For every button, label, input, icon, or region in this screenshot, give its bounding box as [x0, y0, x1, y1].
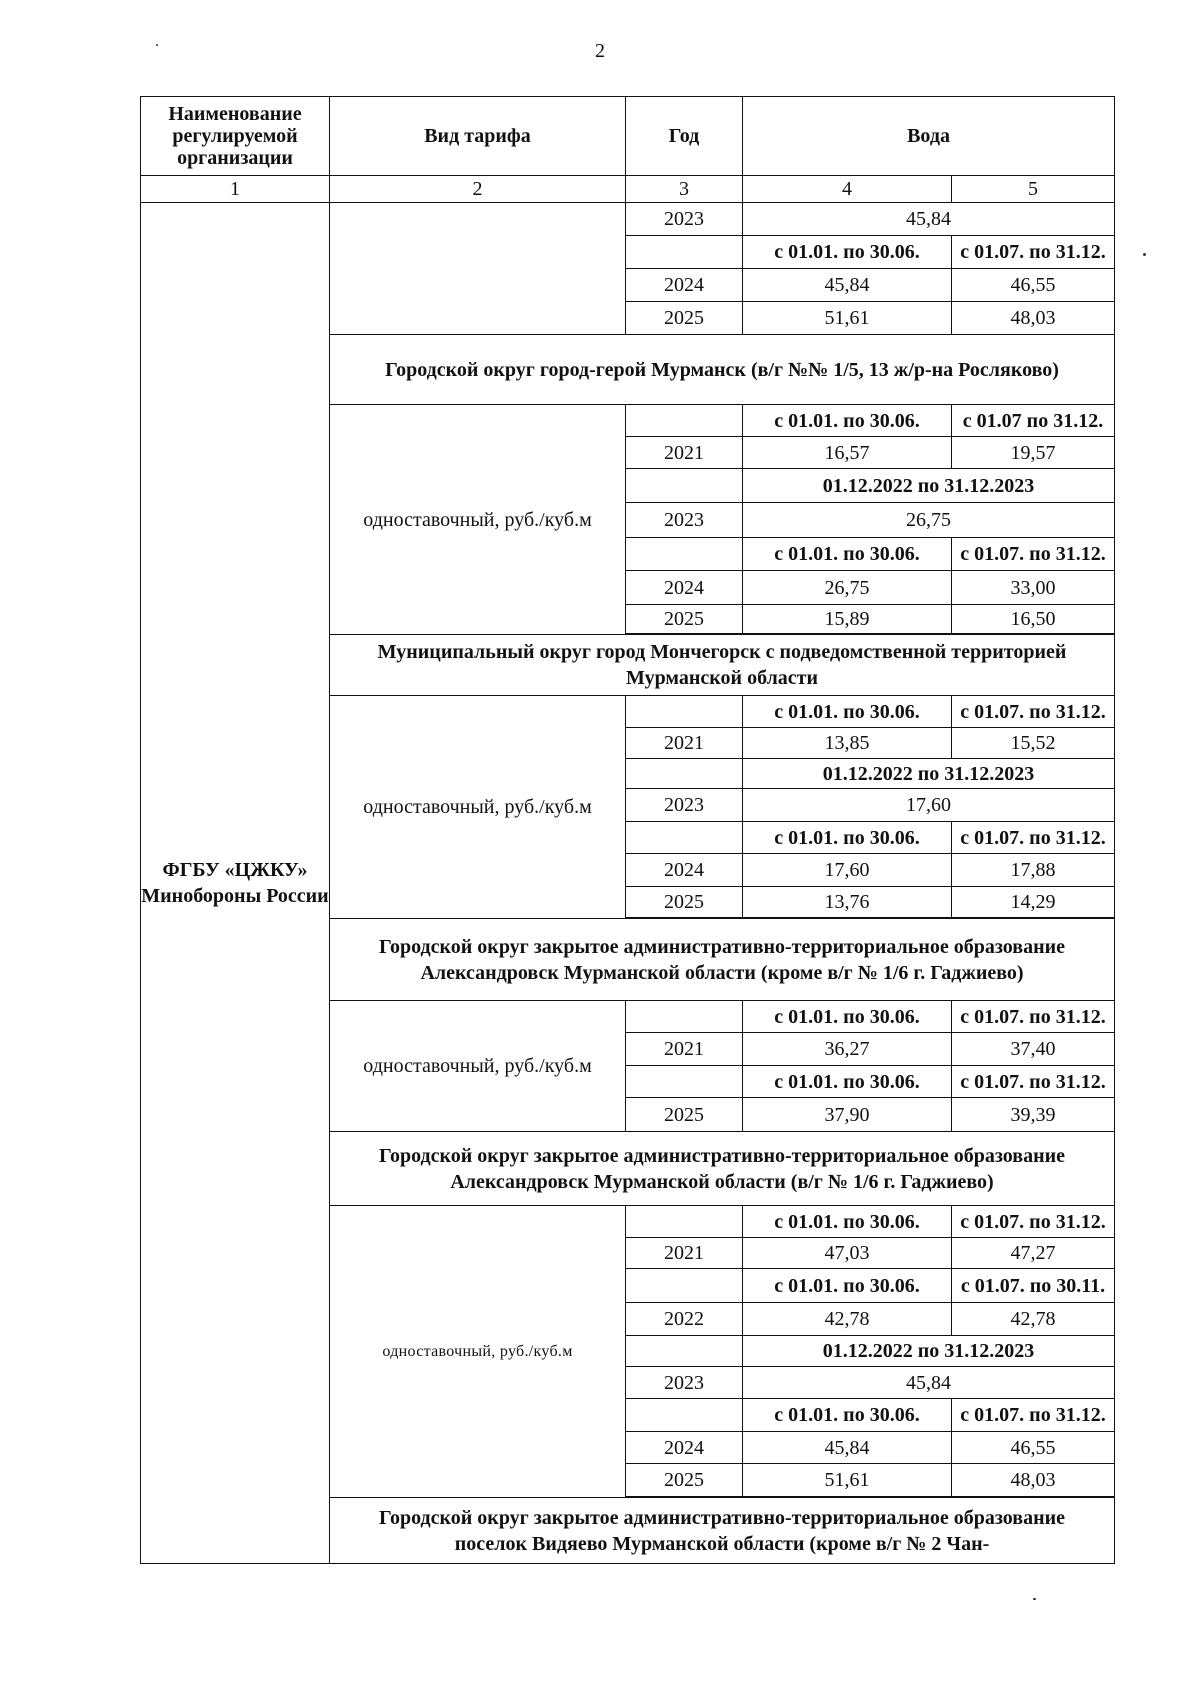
- period-label: с 01.07. по 31.12.: [952, 696, 1115, 728]
- value-cell: 26,75: [743, 571, 952, 605]
- table-row: [141, 203, 1115, 236]
- year-cell: 2024: [626, 571, 743, 605]
- section-title: Городской округ город-герой Мурманск (в/г №№ 1/5, 13 ж/р-на Росляково): [330, 335, 1115, 405]
- year-cell: 2021: [626, 437, 743, 469]
- value-cell: 48,03: [952, 1464, 1115, 1497]
- year-cell: [626, 1269, 743, 1303]
- value-cell: 17,60: [743, 854, 952, 887]
- year-cell: 2025: [626, 1464, 743, 1497]
- period-label: с 01.01. по 30.06.: [743, 1066, 952, 1098]
- year-cell: 2025: [626, 302, 743, 335]
- period-label: с 01.07. по 30.11.: [952, 1269, 1115, 1303]
- period-label: с 01.07. по 31.12.: [952, 1399, 1115, 1432]
- period-label: с 01.01. по 30.06.: [743, 1001, 952, 1033]
- value-cell: 36,27: [743, 1033, 952, 1066]
- year-cell: [626, 759, 743, 789]
- year-cell: 2024: [626, 854, 743, 887]
- year-cell: 2023: [626, 789, 743, 822]
- period-label: с 01.01. по 30.06.: [743, 1399, 952, 1432]
- period-label: с 01.01. по 30.06.: [743, 405, 952, 437]
- scan-speck: [1143, 253, 1146, 256]
- tariff-table: [140, 96, 1115, 1564]
- tariff-type: одноставочный, руб./куб.м: [330, 405, 626, 635]
- period-label: 01.12.2022 по 31.12.2023: [743, 759, 1115, 789]
- year-cell: 2025: [626, 887, 743, 918]
- value-cell: 17,60: [743, 789, 1115, 822]
- value-cell: 47,03: [743, 1238, 952, 1269]
- value-cell: 13,76: [743, 887, 952, 918]
- value-cell: 45,84: [743, 269, 952, 302]
- year-cell: [626, 469, 743, 503]
- year-cell: 2025: [626, 1098, 743, 1132]
- year-cell: 2025: [626, 605, 743, 634]
- tariff-type: одноставочный, руб./куб.м: [330, 1206, 626, 1498]
- year-cell: [626, 1001, 743, 1033]
- value-cell: 42,78: [743, 1303, 952, 1336]
- value-cell: 46,55: [952, 269, 1115, 302]
- value-cell: 15,52: [952, 728, 1115, 759]
- value-cell: 45,84: [743, 1432, 952, 1464]
- column-number: 5: [952, 176, 1115, 203]
- value-cell: 16,50: [952, 605, 1115, 634]
- header-water: Вода: [743, 97, 1115, 176]
- year-cell: [626, 538, 743, 571]
- column-number-row: [141, 176, 1115, 203]
- header-row: [141, 97, 1115, 176]
- tariff-type: одноставочный, руб./куб.м: [330, 696, 626, 919]
- year-cell: 2021: [626, 1238, 743, 1269]
- period-label: с 01.01. по 30.06.: [743, 1206, 952, 1238]
- year-cell: [626, 822, 743, 854]
- year-cell: [626, 696, 743, 728]
- value-cell: 26,75: [743, 503, 1115, 538]
- year-cell: [626, 1066, 743, 1098]
- period-label: 01.12.2022 по 31.12.2023: [743, 469, 1115, 503]
- header-year: Год: [626, 97, 743, 176]
- value-cell: 33,00: [952, 571, 1115, 605]
- year-cell: 2024: [626, 1432, 743, 1464]
- value-cell: 46,55: [952, 1432, 1115, 1464]
- section-title: Городской округ закрытое административно-территориальное образование Александровск Мурманской области (в/г № 1/6 г. Гаджиево): [330, 1132, 1115, 1206]
- year-cell: 2021: [626, 1033, 743, 1066]
- organization-name: ФГБУ «ЦЖКУ» Минобороны России: [141, 203, 330, 1564]
- section-title: Городской округ закрытое административно-территориальное образование Александровск Мурманской области (кроме в/г № 1/6 г. Гаджиево): [330, 919, 1115, 1001]
- value-cell: 47,27: [952, 1238, 1115, 1269]
- year-cell: 2023: [626, 503, 743, 538]
- period-label: с 01.07. по 31.12.: [952, 822, 1115, 854]
- value-cell: 17,88: [952, 854, 1115, 887]
- value-cell: 51,61: [743, 1464, 952, 1497]
- period-label: с 01.07. по 31.12.: [952, 1206, 1115, 1238]
- value-cell: 42,78: [952, 1303, 1115, 1336]
- period-label: с 01.07. по 31.12.: [952, 538, 1115, 571]
- column-number: 4: [743, 176, 952, 203]
- period-label: с 01.07. по 31.12.: [952, 1066, 1115, 1098]
- scan-speck: [156, 44, 158, 46]
- period-label: с 01.07. по 31.12.: [952, 236, 1115, 269]
- period-label: с 01.07 по 31.12.: [952, 405, 1115, 437]
- page-number: 2: [595, 40, 605, 62]
- period-label: с 01.01. по 30.06.: [743, 696, 952, 728]
- value-cell: 45,84: [743, 203, 1115, 236]
- value-cell: 39,39: [952, 1098, 1115, 1132]
- header-tariff-type: Вид тарифа: [330, 97, 626, 176]
- year-cell: [626, 1399, 743, 1432]
- section-title: Муниципальный округ город Мончегорск с подведомственной территорией Мурманской области: [330, 635, 1115, 696]
- period-label: с 01.01. по 30.06.: [743, 236, 952, 269]
- period-label: с 01.01. по 30.06.: [743, 1269, 952, 1303]
- value-cell: 37,90: [743, 1098, 952, 1132]
- value-cell: 16,57: [743, 437, 952, 469]
- year-cell: [626, 236, 743, 269]
- year-cell: 2023: [626, 203, 743, 236]
- value-cell: 15,89: [743, 605, 952, 634]
- period-label: 01.12.2022 по 31.12.2023: [743, 1336, 1115, 1367]
- value-cell: 45,84: [743, 1367, 1115, 1399]
- value-cell: 19,57: [952, 437, 1115, 469]
- tariff-type: одноставочный, руб./куб.м: [330, 1001, 626, 1132]
- value-cell: 48,03: [952, 302, 1115, 335]
- year-cell: 2024: [626, 269, 743, 302]
- period-label: с 01.07. по 31.12.: [952, 1001, 1115, 1033]
- year-cell: 2022: [626, 1303, 743, 1336]
- value-cell: 14,29: [952, 887, 1115, 918]
- year-cell: [626, 405, 743, 437]
- value-cell: 13,85: [743, 728, 952, 759]
- value-cell: 37,40: [952, 1033, 1115, 1066]
- header-organization: Наименование регулируемой организации: [141, 97, 330, 176]
- year-cell: [626, 1336, 743, 1367]
- year-cell: [626, 1206, 743, 1238]
- section-title: Городской округ закрытое административно-территориальное образование поселок Видяево Мурманской области (кроме в/г № 2 Чан-: [330, 1498, 1115, 1564]
- column-number: 2: [330, 176, 626, 203]
- column-number: 1: [141, 176, 330, 203]
- value-cell: 51,61: [743, 302, 952, 335]
- year-cell: 2023: [626, 1367, 743, 1399]
- scan-speck: [1033, 1598, 1036, 1600]
- period-label: с 01.01. по 30.06.: [743, 538, 952, 571]
- tariff-type-empty: [330, 203, 626, 335]
- column-number: 3: [626, 176, 743, 203]
- period-label: с 01.01. по 30.06.: [743, 822, 952, 854]
- year-cell: 2021: [626, 728, 743, 759]
